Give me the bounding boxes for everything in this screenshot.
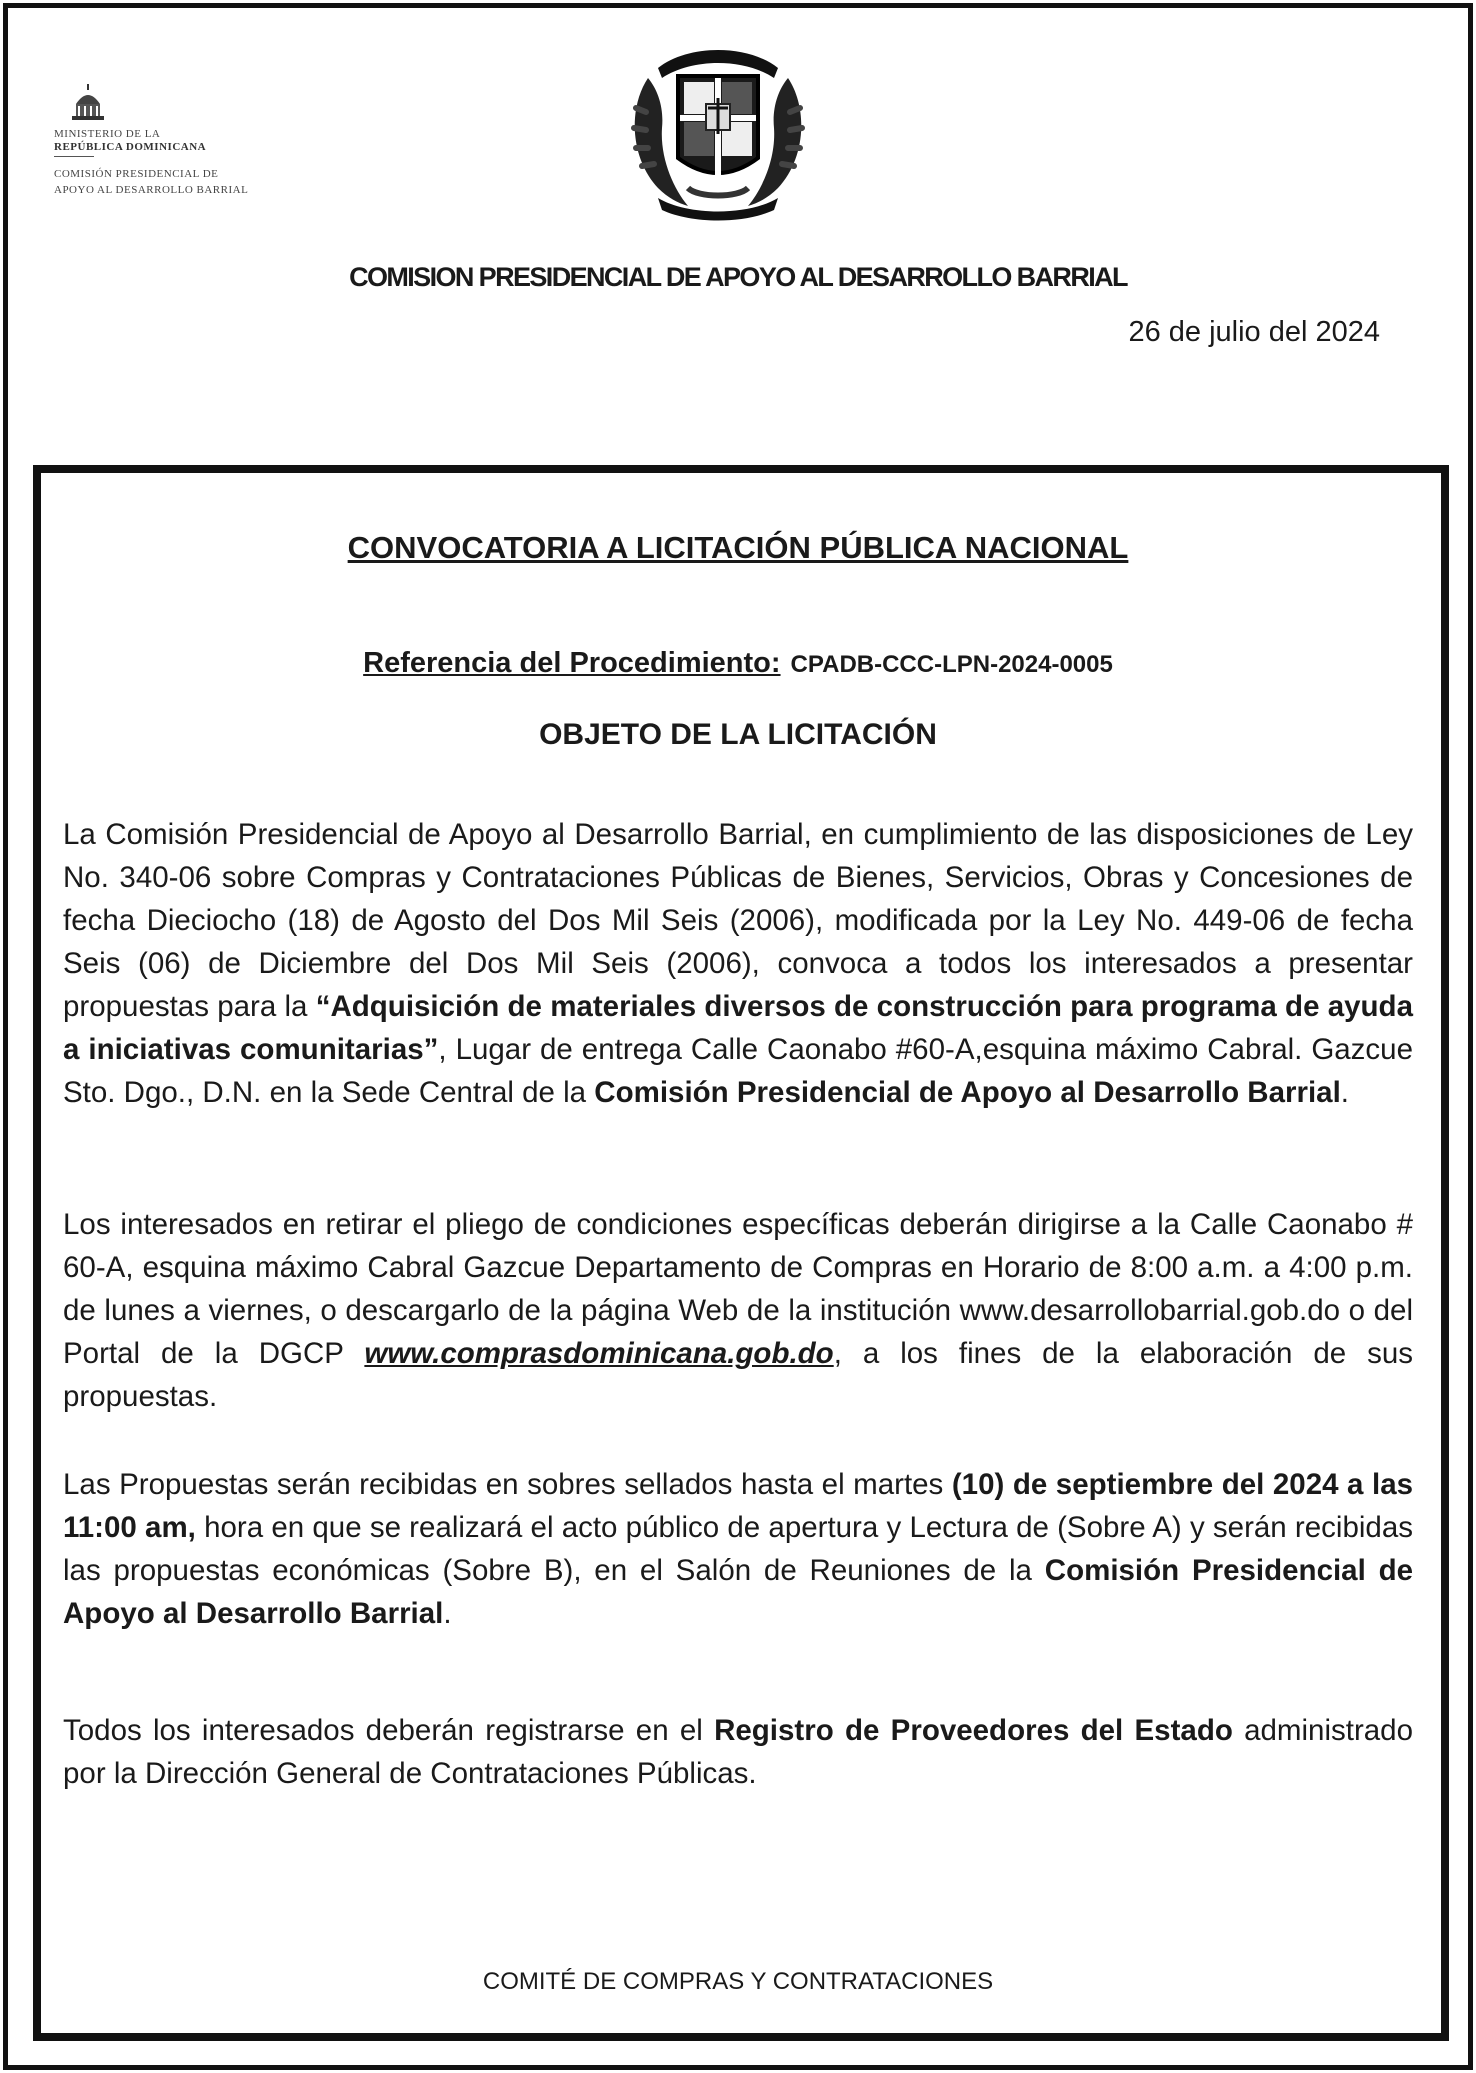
paragraph-emphasis: Comisión Presidencial de Apoyo al Desarrollo Barrial bbox=[594, 1076, 1341, 1109]
paragraph-text: La Comisión Presidencial de Apoyo al Desarrollo Barrial, en cumplimiento de las disposiciones de Ley No. 340-06 sobre Compras y Contrataciones Públicas de Bienes, Servicios, Obras y Concesiones de fecha Dieciocho (18) de Agosto del Dos Mil Seis (2006), modificada por la Ley No. 449-06 de fecha Seis (06) de Diciembre del Dos Mil Seis (2006), convoca a todos los interesados a presentar propuestas para la bbox=[63, 818, 1413, 1023]
paragraph-text: . bbox=[1340, 1076, 1349, 1109]
paragraph-text: administrado por la Dirección General de Contrataciones Públicas. bbox=[63, 1714, 1413, 1790]
ministry-logo bbox=[48, 82, 284, 204]
organization-name: COMISION PRESIDENCIAL DE APOYO AL DESARROLLO BARRIAL bbox=[349, 262, 1127, 292]
paragraph-emphasis: Comisión Presidencial de Apoyo al Desarrollo Barrial bbox=[63, 1554, 1413, 1630]
logo-divider bbox=[54, 156, 94, 157]
paragraph-text: Los interesados en retirar el pliego de condiciones específicas deberán dirigirse a la Calle Caonabo # 60-A, esquina máximo Cabral Gazcue Departamento de Compras en Horario de 8:00 a.m. a 4:00 p.m. de lunes a viernes, o descargarlo de la página Web de la institución www.desarrollobarrial.gob.do o del Portal de la DGCP bbox=[63, 1208, 1413, 1370]
logo-text-line: APOYO AL DESARROLLO BARRIAL bbox=[54, 184, 249, 196]
logo-text-line: MINISTERIO DE LA bbox=[54, 128, 161, 140]
paragraph-object bbox=[63, 813, 1413, 1114]
committee-signature: COMITÉ DE COMPRAS Y CONTRATACIONES bbox=[482, 1968, 994, 1995]
paragraph-text: hora en que se realizará el acto público de apertura y Lectura de (Sobre A) y serán recibidas las propuestas económicas (Sobre B), en el Salón de Reuniones de la bbox=[63, 1511, 1413, 1587]
reference-label: Referencia del Procedimiento: bbox=[363, 647, 781, 679]
paragraph-emphasis: Registro de Proveedores del Estado bbox=[714, 1714, 1233, 1747]
coat-of-arms-icon bbox=[618, 38, 818, 226]
logo-text-line: REPÚBLICA DOMINICANA bbox=[54, 141, 207, 153]
paragraph-conditions bbox=[63, 1203, 1413, 1418]
paragraph-emphasis: (10) de septiembre del 2024 a las 11:00 am, bbox=[63, 1468, 1414, 1544]
building-dome-icon bbox=[68, 82, 108, 124]
paragraph-text: Las Propuestas serán recibidas en sobres sellados hasta el martes bbox=[63, 1468, 952, 1501]
notice-title: CONVOCATORIA A LICITACIÓN PÚBLICA NACIONAL bbox=[347, 530, 1129, 565]
document-date: 26 de julio del 2024 bbox=[1128, 316, 1380, 348]
paragraph-text: , Lugar de entrega Calle Caonabo #60-A,esquina máximo Cabral. Gazcue Sto. Dgo., D.N. en la Sede Central de la bbox=[63, 1033, 1413, 1109]
paragraph-deadline bbox=[63, 1463, 1413, 1635]
paragraph-emphasis: “Adquisición de materiales diversos de construcción para programa de ayuda a iniciativas comunitarias” bbox=[63, 990, 1413, 1066]
procedure-reference bbox=[0, 647, 1476, 680]
logo-text-line: COMISIÓN PRESIDENCIAL DE bbox=[54, 168, 219, 180]
section-subtitle: OBJETO DE LA LICITACIÓN bbox=[539, 718, 937, 751]
paragraph-text: , a los fines de la elaboración de sus propuestas. bbox=[63, 1337, 1414, 1413]
paragraph-text: . bbox=[443, 1597, 452, 1630]
dgcp-portal-link[interactable]: www.comprasdominicana.gob.do bbox=[364, 1337, 834, 1370]
reference-code: CPADB-CCC-LPN-2024-0005 bbox=[790, 651, 1113, 678]
paragraph-registration bbox=[63, 1709, 1413, 1795]
paragraph-text: Todos los interesados deberán registrarse en el bbox=[63, 1714, 715, 1747]
